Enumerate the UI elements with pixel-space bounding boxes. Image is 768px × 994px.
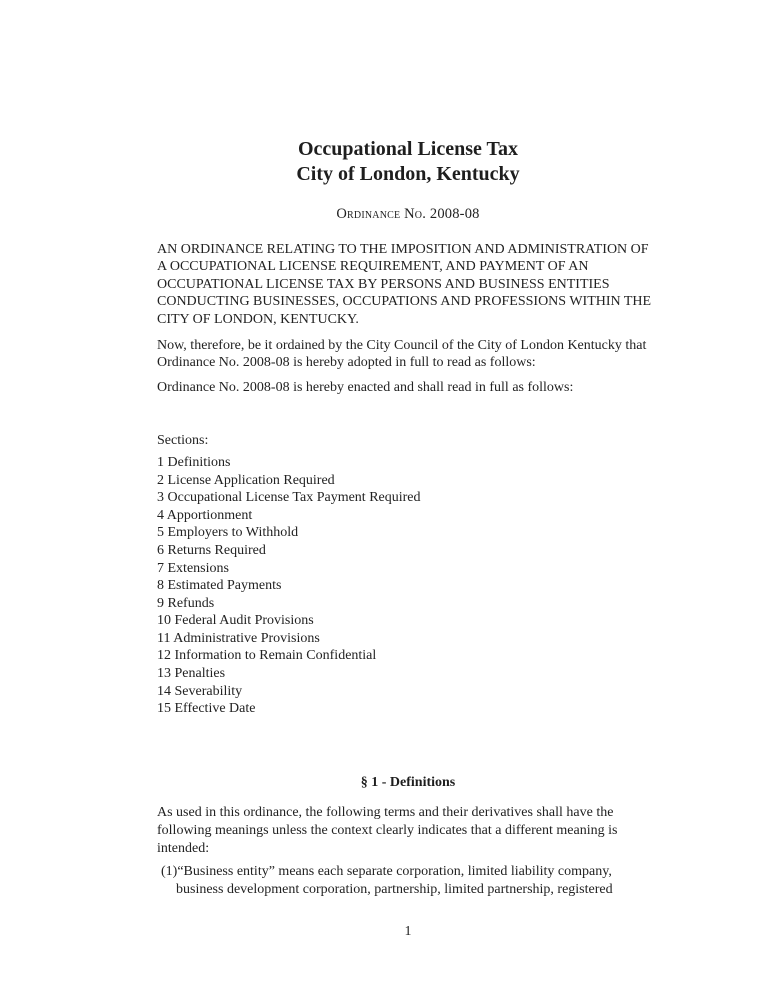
sections-label: Sections: [157,433,209,449]
section-list-item-2: 2 License Application Required [157,472,335,488]
title-line-1: Occupational License Tax [297,138,519,160]
title-line-2: City of London, Kentucky [296,162,520,185]
document-content [157,0,659,898]
sections-list [157,454,659,718]
section-list-item-14: 14 Severability [157,683,243,699]
section-list-item-1: 1 Definitions [157,454,231,470]
section-list-item-3: 3 Occupational License Tax Payment Required [157,490,421,506]
section-1-heading: § 1 - Definitions [360,774,456,790]
section-list-item-9: 9 Refunds [157,595,215,611]
ordinance-number-heading: Ordinance No. 2008-08 [336,206,480,222]
page-number: 1 [404,924,412,939]
preamble-paragraph: AN ORDINANCE RELATING TO THE IMPOSITION AND ADMINISTRATION OF A OCCUPATIONAL LICENSE REQUIREMENT, AND PAYMENT OF AN OCCUPATIONAL LICENSE TAX BY PERSONS AND BUSINESS ENTITIES CONDUCTING BUSINESSES, OCCUPATIONS AND PROFESSIONS WITHIN THE CITY OF LONDON, KENTUCKY. [157,241,652,327]
definition-item-1 [157,863,659,898]
adoption-clause-paragraph: Now, therefore, be it ordained by the City Council of the City of London Kentucky that Ordinance No. 2008-08 is hereby adopted in full to read as follows: [157,337,647,371]
enactment-clause-paragraph: Ordinance No. 2008-08 is hereby enacted and shall read in full as follows: [157,379,574,395]
definition-item-1-marker: (1) [161,864,178,880]
document-title [157,137,659,186]
definition-item-1-text: “Business entity” means each separate corporation, limited liability company, business development corporation, partnership, limited partnership, registered [176,864,613,897]
section-list-item-5: 5 Employers to Withhold [157,525,299,541]
section-1-intro-paragraph: As used in this ordinance, the following terms and their derivatives shall have the following meanings unless the context clearly indicates that a different meaning is intended: [157,805,618,856]
section-list-item-10: 10 Federal Audit Provisions [157,613,314,629]
section-list-item-6: 6 Returns Required [157,542,266,558]
section-list-item-12: 12 Information to Remain Confidential [157,648,377,664]
section-list-item-4: 4 Apportionment [157,507,253,523]
section-list-item-13: 13 Penalties [157,666,226,682]
section-list-item-15: 15 Effective Date [157,701,256,717]
section-list-item-8: 8 Estimated Payments [157,578,282,594]
section-list-item-11: 11 Administrative Provisions [157,630,320,646]
section-list-item-7: 7 Extensions [157,560,229,576]
